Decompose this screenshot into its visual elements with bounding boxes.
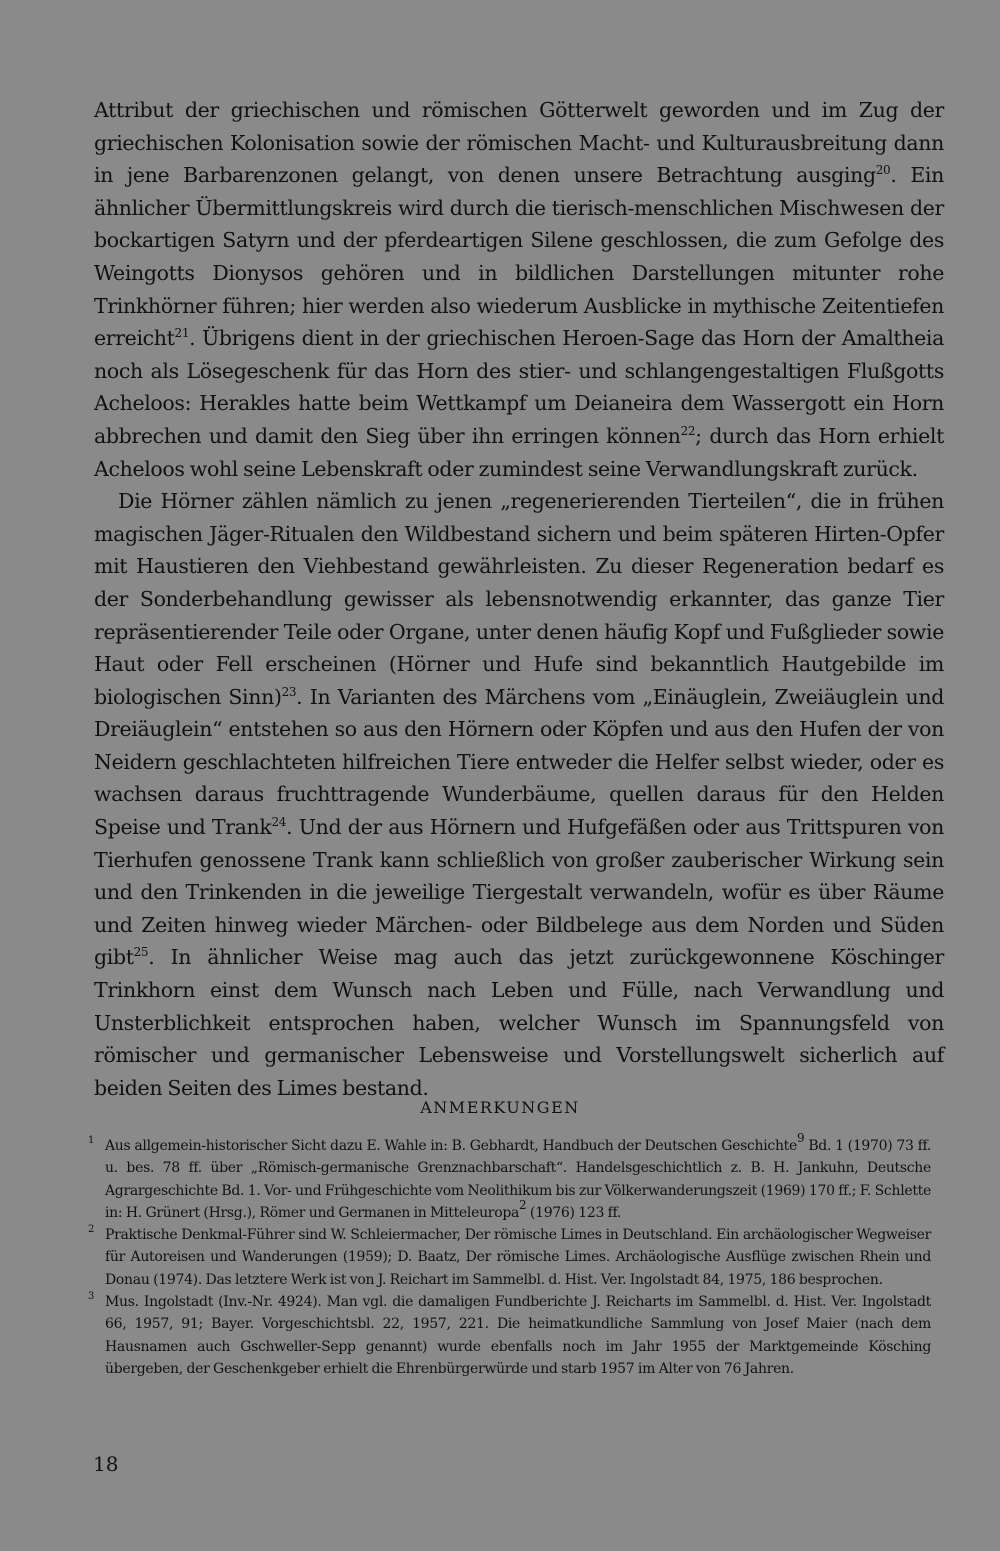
note-3-text: Mus. Ingolstadt (Inv.-Nr. 4924). Man vgl. die damaligen Fundberichte J. Reicharts im Sammelbl. d. Hist. Ver. Ingolstadt 66, 1957, 91; Bayer. Vorgeschichtsbl. 22, 1957, 221. Die heimatkundliche Sammlung von Josef Maier (nach dem Hausnamen auch Gschweller-Sepp genannt) wurde ebenfalls noch im Jahr 1955 der Marktgemeinde Kösching übergeben, der Geschenkgeber erhielt die Ehrenbürgerwürde und starb 1957 im Alter von 76 Jahren. (105, 1294, 931, 1377)
page-number: 18 (93, 1452, 119, 1476)
main-text (94, 94, 944, 1104)
edition-superscript: 2 (519, 1197, 527, 1212)
paragraph-1-part-d: ; durch das Horn erhielt Acheloos wohl seine Lebenskraft oder zumindest seine Verwandlungskraft zurück. (94, 423, 945, 481)
edition-superscript: 9 (797, 1131, 805, 1145)
note-3 (88, 1291, 931, 1380)
footnote-ref-21: 21 (174, 326, 190, 341)
paragraph-2-part-b: . In Varianten des Märchens vom „Einäuglein, Zweiäuglein und Dreiäuglein“ entstehen so aus den Hörnern oder Köpfen und aus den Hufen der von Neidern geschlachteten hilfreichen Tiere entweder die Helfer selbst wieder, oder es wachsen daraus fruchttragende Wunderbäume, quellen daraus für den Helden Speise und Trank (94, 684, 944, 840)
notes-heading: ANMERKUNGEN (420, 1098, 580, 1117)
paragraph-2-part-d: . In ähnlicher Weise mag auch das jetzt zurückgewonnene Köschinger Trinkhorn einst dem Wunsch nach Leben und Fülle, nach Verwandlung und Unsterblichkeit entsprochen haben, welcher Wunsch im Spannungsfeld von römischer und germanischer Lebensweise und Vorstellungswelt sicherlich auf beiden Seiten des Limes bestand. (94, 945, 944, 1100)
note-1-text-b: Bd. 1 (1970) 73 ff. u. bes. 78 ff. über „Römisch-germanische Grenznachbarschaft“. Handelsgeschichtlich z. B. H. Jankuhn, Deutsche Agrargeschichte Bd. 1. Vor- und Frühgeschichte vom Neolithikum bis zur Völkerwanderungszeit (1969) 170 ff.; F. Schlette in: H. Grünert (Hrsg.), Römer und Germanen in Mitteleuropa (105, 1138, 931, 1221)
footnote-ref-24: 24 (271, 815, 287, 830)
note-1 (88, 1131, 931, 1224)
note-2 (88, 1224, 931, 1291)
notes-list (88, 1131, 931, 1380)
note-1-text-a: Aus allgemein-historischer Sicht dazu E. Wahle in: B. Gebhardt, Handbuch der Deutschen Geschichte (105, 1138, 797, 1154)
note-1-text-c: (1976) 123 ff. (526, 1204, 622, 1221)
note-number: 2 (88, 1224, 95, 1236)
paragraph-1-part-b: . Ein ähnlicher Übermittlungskreis wird durch die tierisch-menschlichen Mischwesen der bockartigen Satyrn und der pferdeartigen Silene geschlossen, die zum Gefolge des Weingotts Dionysos gehören und in bildlichen Darstellungen mitunter rohe Trinkhörner führen; hier werden also wiederum Ausblicke in mythische Zeitentiefen erreicht (94, 163, 944, 351)
paragraph-1 (94, 94, 944, 485)
note-number: 3 (88, 1291, 95, 1303)
paragraph-1-part-c: . Übrigens dient in der griechischen Heroen-Sage das Horn der Amaltheia noch als Lösegeschenk für das Horn des stier- und schlangengestaltigen Flußgotts Acheloos: Herakles hatte beim Wettkampf um Deianeira dem Wassergott ein Horn abbrechen und damit den Sieg über ihn erringen können (94, 326, 944, 448)
note-number: 1 (88, 1135, 95, 1146)
paragraph-1-part-a: Attribut der griechischen und römischen Götterwelt geworden und im Zug der griechischen Kolonisation sowie der römischen Macht- und Kulturausbreitung dann in jene Barbarenzonen gelangt, von denen unsere Betrachtung ausging (94, 98, 944, 188)
note-2-text: Praktische Denkmal-Führer sind W. Schleiermacher, Der römische Limes in Deutschland. Ein archäologischer Wegweiser für Autoreisen und Wanderungen (1959); D. Baatz, Der römische Limes. Archäologische Ausflüge zwischen Rhein und Donau (1974). Das letztere Werk ist von J. Reichart im Sammelbl. d. Hist. Ver. Ingolstadt 84, 1975, 186 besprochen. (105, 1227, 931, 1288)
footnote-ref-22: 22 (680, 423, 696, 438)
paragraph-2 (94, 485, 944, 1104)
paragraph-2-part-a: Die Hörner zählen nämlich zu jenen „regenerierenden Tierteilen“, die in frühen magischen Jäger-Ritualen den Wildbestand sichern und beim späteren Hirten-Opfer mit Haustieren den Viehbestand gewährleisten. Zu dieser Regeneration bedarf es der Sonderbehandlung gewisser als lebensnotwendig erkannter, das ganze Tier repräsentierender Teile oder Organe, unter denen häufig Kopf und Fußglieder sowie Haut oder Fell erscheinen (Hörner und Hufe sind bekanntlich Hautgebilde im biologischen Sinn) (94, 489, 944, 709)
footnote-ref-25: 25 (133, 945, 149, 960)
footnote-ref-23: 23 (281, 684, 297, 699)
footnote-ref-20: 20 (875, 163, 891, 178)
paragraph-2-part-c: . Und der aus Hörnern und Hufgefäßen oder aus Trittspuren von Tierhufen genossene Trank kann schließlich von großer zauberischer Wirkung sein und den Trinkenden in die jeweilige Tiergestalt verwandeln, wofür es über Räume und Zeiten hinweg wieder Märchen- oder Bildbelege aus dem Norden und Süden gibt (94, 815, 945, 970)
